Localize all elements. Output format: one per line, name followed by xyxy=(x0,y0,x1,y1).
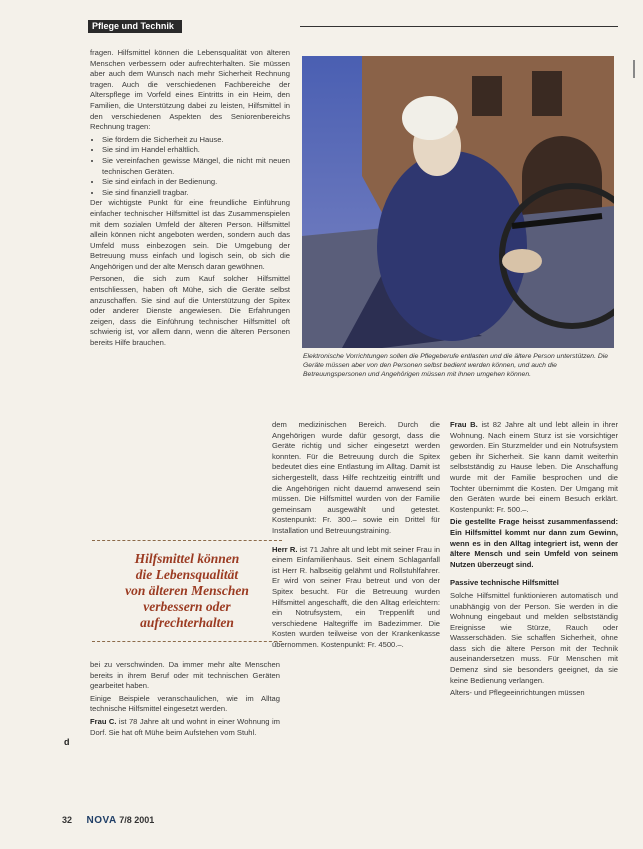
paragraph: dem medizinischen Bereich. Durch die Angehörigen wurde dafür gesorgt, dass die Geräte richtig und sicher eingesetzt werden konnten. Für die Betreuung durch die Spitex bedeutet dies eine Entlastung im Alltag. Damit ist sichergestellt, dass Hilfe rechtzeitig eintrifft und die Angehörigen nicht dauernd anwesend sein müssen. Die Hilfsmittel wurden von der Familie gemeinsam ausgewählt und getestet. Kostenpunkt: Fr. 300.– sowie ein Drittel für Installation und Betreuungstraining. xyxy=(272,420,440,535)
paragraph-lead: Frau C. xyxy=(90,716,117,726)
paragraph-body: ist 82 Jahre alt und lebt allein in ihrer Wohnung. Nach einem Sturz ist sie vorsichtiger geworden. Ein Sturzmelder und ein Notrufsystem geben ihr Sicherheit. Sie kann damit weiterhin selbstständig zu Hause leben. Die Anschaffung wurde mit der Familie besprochen und die Tochter übernimmt die Kosten. Der Umgang mit den Geräten wurde bei einem Besuch erklärt. Kostenpunkt: Fr. 500.–. xyxy=(450,420,618,514)
list-item: • Sie fördern die Sicherheit zu Hause. xyxy=(102,135,290,146)
photo-caption: Elektronische Vorrichtungen sollen die Pflegeberufe entlasten und die ältere Person unterstützen. Die Geräte müssen aber von den Personen selbst bedient werden können, und auch die Betreuungspersonen und Angehörigen müssen mit ihnen umgehen können. xyxy=(303,353,609,379)
list-item: • Sie sind einfach in der Bedienung. xyxy=(102,177,290,188)
header-rule xyxy=(300,26,618,27)
column-1-bottom xyxy=(90,660,280,808)
column-1-top xyxy=(90,48,290,388)
paragraph: Einige Beispiele veranschaulichen, wie im Alltag technische Hilfsmittel eingesetzt werden. xyxy=(90,693,280,714)
paragraph-body: ist 71 Jahre alt und lebt mit seiner Frau in einem Einfamilienhaus. Seit einem Schlaganfall ist Herr R. halbseitig gelähmt und Rollstuhlfahrer. Er wird von seiner Frau betreut und von der Spitex besucht. Für die Betreuung wurden Hilfsmittel angeschafft, die den Alltag erleichtern: ein Notrufsystem, ein Treppenlift und verschiedene Haltegriffe im Badezimmer. Die Kosten wurden teilweise von der Krankenkasse übernommen. Kostenpunkt: Fr. 4500.–. xyxy=(272,544,440,649)
paragraph-emphasis: Die gestellte Frage heisst zusammenfassend: Ein Hilfsmittel kommt nur dann zum Gewinn, wenn es in den Alltag integriert ist, wenn der ältere Mensch und sein Umfeld von seinem Nutzen überzeugt sind. xyxy=(450,517,618,569)
photo-illustration xyxy=(302,56,614,348)
column-3 xyxy=(450,420,618,810)
paragraph: Alters- und Pflegeeinrichtungen müssen xyxy=(450,688,585,698)
list-item: • Sie sind im Handel erhältlich. xyxy=(102,145,290,156)
paragraph xyxy=(272,545,440,651)
margin-marker: d xyxy=(64,737,70,747)
paragraph: Der wichtigste Punkt für eine freundliche Einführung einfacher technischer Hilfsmittel ist das Zusammenspielen mit dem sozialen Umfeld der älteren Person. Hilfsmittel allein können nicht angeboten werden, sondern auch das Umfeld muss einbezogen sein. Die Umgebung der Betreuung muss einfach und logisch sein, ob sich die Angehörigen und der alte Mensch daran gewöhnen. xyxy=(90,198,290,271)
paragraph-lead: Frau B. xyxy=(450,420,478,429)
magazine-brand: NOVA xyxy=(86,815,117,826)
pull-quote-text: Hilfsmittel können die Lebensqualität von älteren Menschen verbessern oder aufrechterhalten xyxy=(125,551,249,630)
list-item: • Sie sind finanziell tragbar. xyxy=(102,188,290,199)
column-2 xyxy=(272,420,440,800)
paragraph: Personen, die sich zum Kauf solcher Hilfsmittel entschliessen, haben oft Mühe, sich die Geräte selbst anzuschaffen. Sie sind auf die Unterstützung der Spitex oder anderer Dienste angewiesen. Die Erfahrungen zeigen, dass die Einführung technischer Hilfsmittel oft schwierig ist, vor allem dann, wenn die älteren Personen bereits Hilfe brauchen. xyxy=(90,274,290,348)
paragraph xyxy=(450,420,618,515)
edge-mark xyxy=(633,60,635,78)
paragraph: fragen. Hilfsmittel können die Lebensqualität von älteren Menschen verbessern oder aufrechterhalten. Sie müssen aber auch dem Wunsch nach mehr Sicherheit Rechnung tragen. Auch die verschiedenen Fachbereiche der Alterspflege im Vorfeld eines Eintritts in ein Heim, den Familien, die Unterstützung dabei zu leisten, Hilfsmittel in den verschiedenen Aspekten des Seniorenbereichs Rechnung tragen: xyxy=(90,48,290,132)
bullet-list xyxy=(90,135,290,199)
page-number: 32 xyxy=(62,815,73,825)
section-heading: Passive technische Hilfsmittel xyxy=(450,578,559,588)
paragraph-body: ist 78 Jahre alt und wohnt in einer Wohnung im Dorf. Sie hat oft Mühe beim Aufstehen vom Stuhl. xyxy=(90,716,280,737)
page-footer xyxy=(62,815,154,826)
section-label: Pflege und Technik xyxy=(88,20,182,33)
photo-elderly-woman xyxy=(302,56,614,348)
list-item: • Sie vereinfachen gewisse Mängel, die nicht mit neuen technischen Geräten. xyxy=(102,156,290,177)
pull-quote xyxy=(92,540,282,642)
issue-number: 7/8 2001 xyxy=(119,815,155,825)
paragraph xyxy=(90,717,280,738)
paragraph: bei zu verschwinden. Da immer mehr alte Menschen bereits in ihrem Beruf oder mit technischen Geräten gearbeitet haben. xyxy=(90,660,280,691)
paragraph-lead: Herr R. xyxy=(272,544,298,554)
paragraph: Solche Hilfsmittel funktionieren automatisch und unabhängig von der Person. Sie werden in die Wohnung eingebaut und melden selbstständig Ereignisse wie Stürze, Rauch oder Wasserschäden. Sie schaffen Sicherheit, ohne dass sich die ältere Person mit der Technik auseinandersetzen muss. Für Menschen mit Demenz sind sie besonders geeignet, da sie keine Bedienung verlangen. xyxy=(450,590,618,685)
